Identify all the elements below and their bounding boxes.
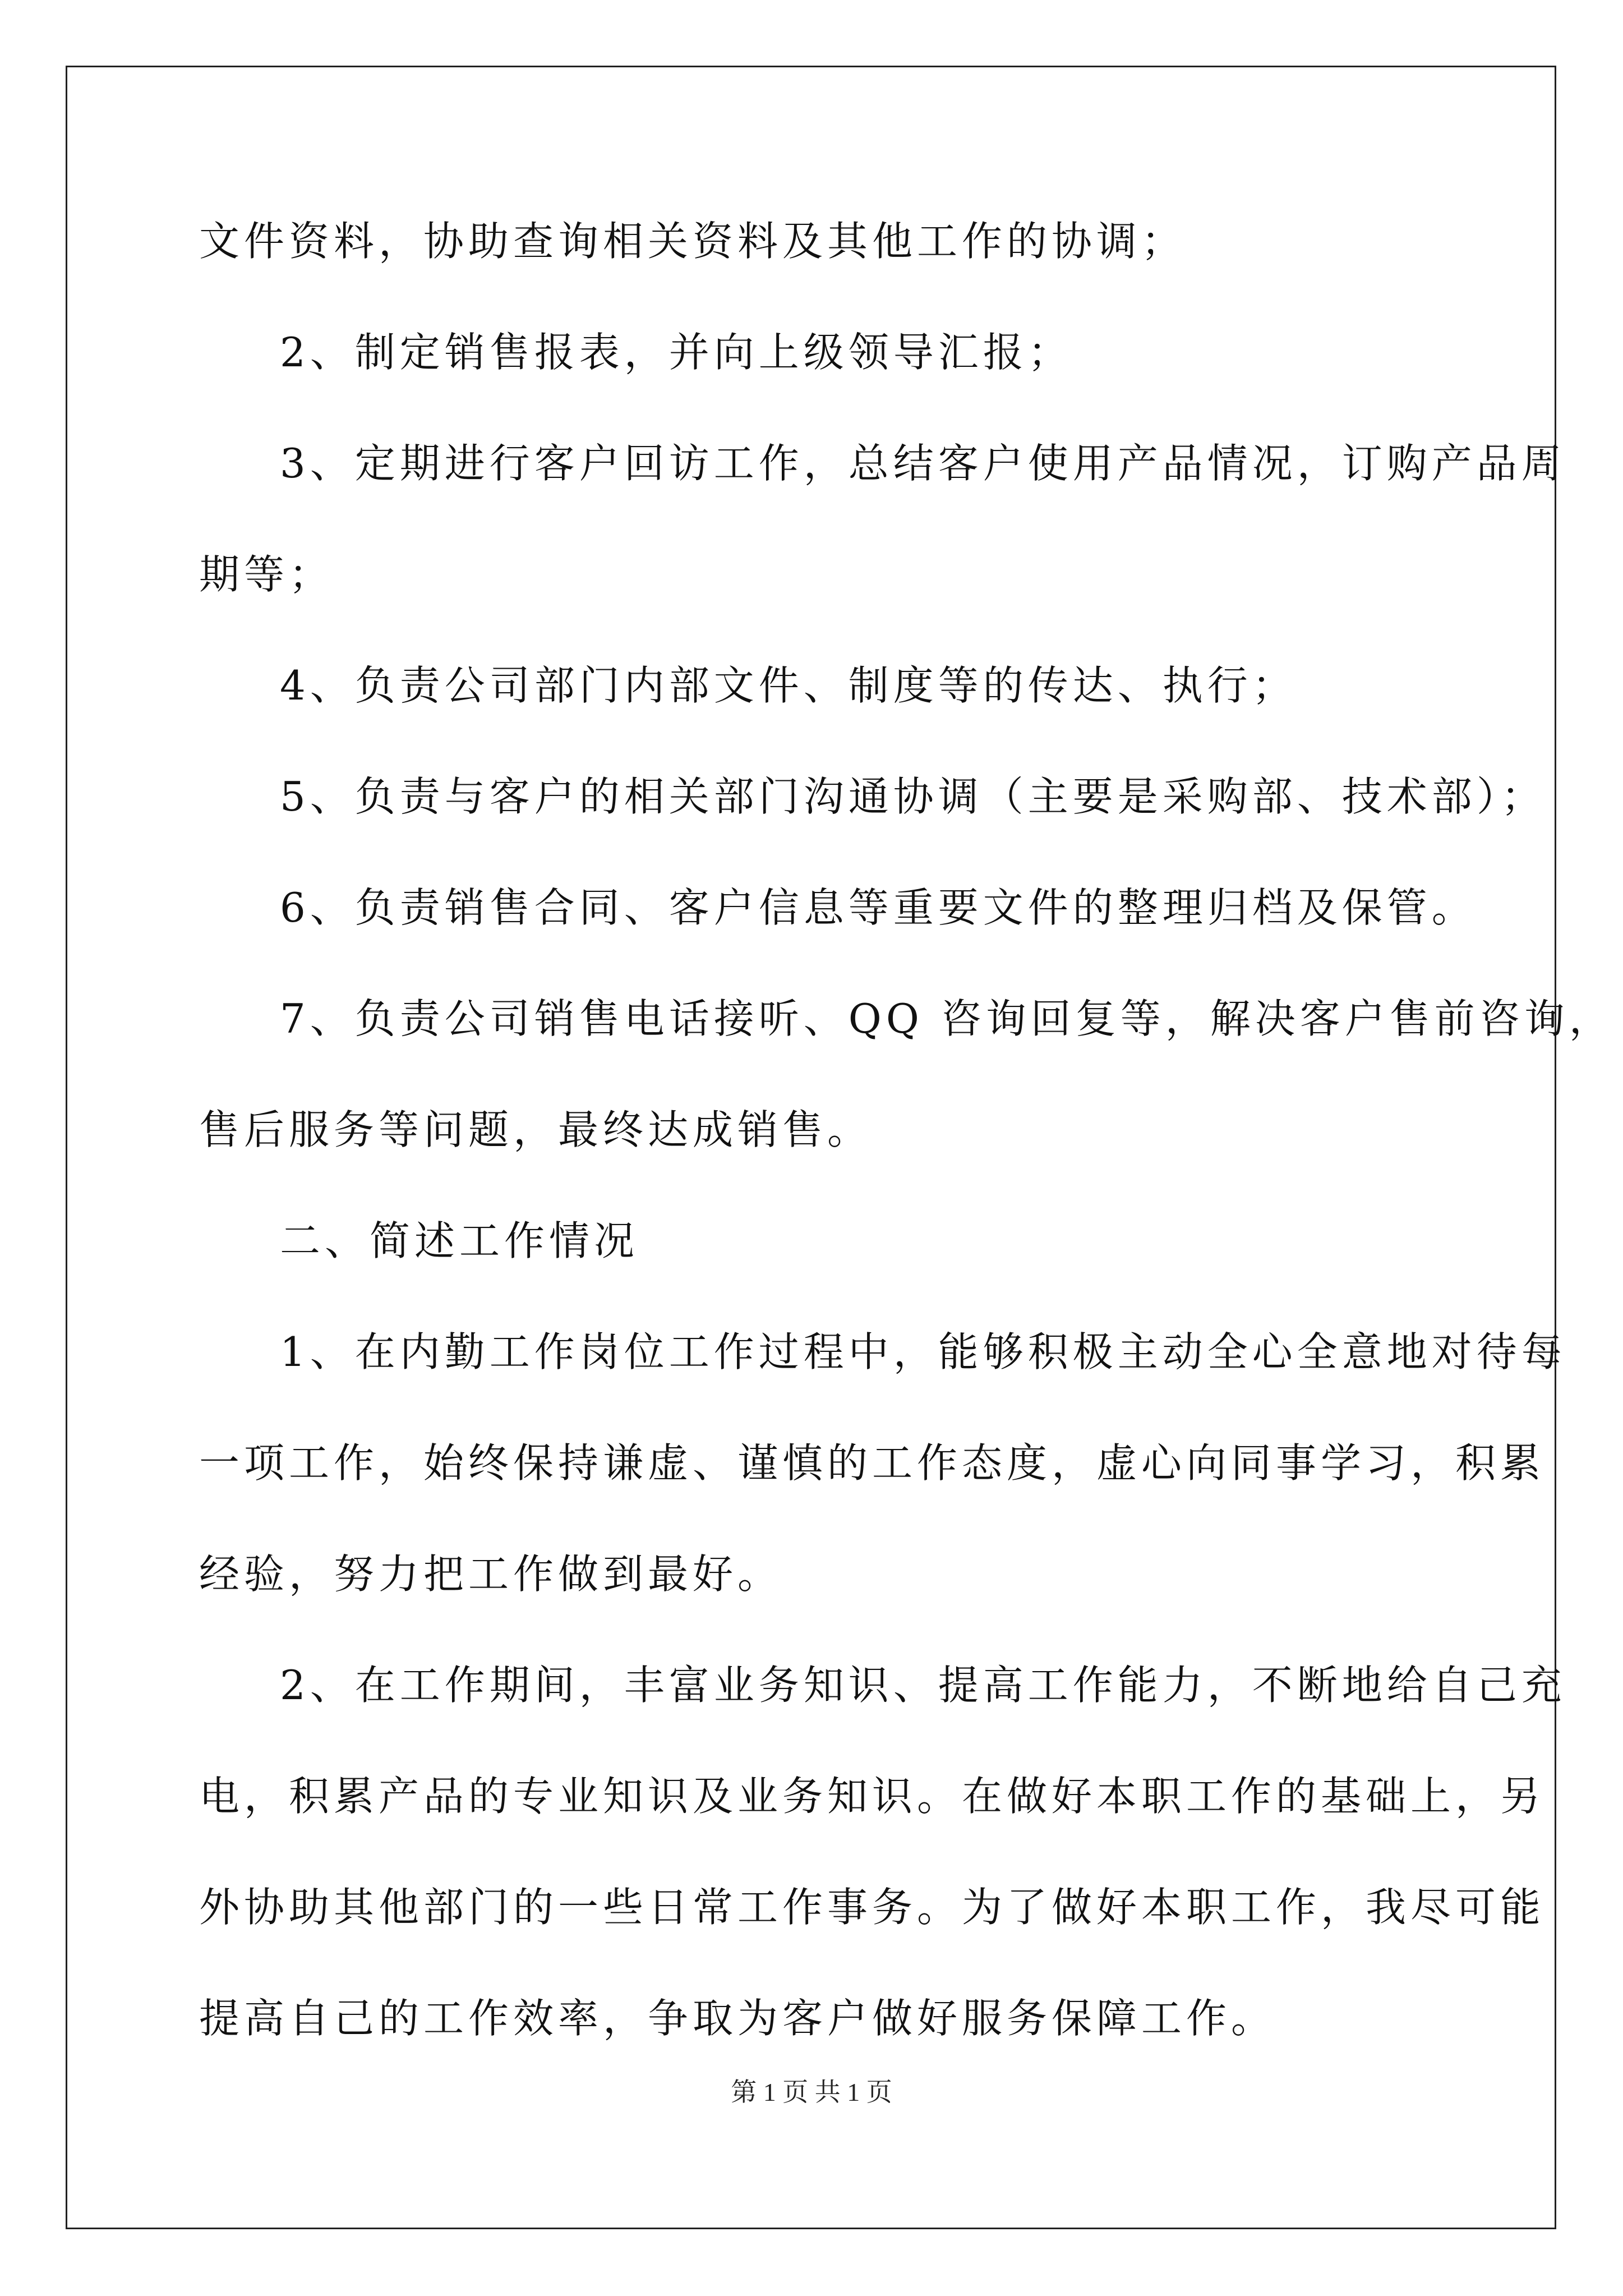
text-line: 4、负责公司部门内部文件、制度等的传达、执行； bbox=[280, 662, 1297, 709]
text-line: 外协助其他部门的一些日常工作事务。为了做好本职工作，我尽可能 bbox=[199, 1884, 1546, 1931]
text-line: 一项工作，始终保持谦虚、谨慎的工作态度，虚心向同事学习，积累 bbox=[199, 1439, 1546, 1487]
text-line: 1、在内勤工作岗位工作过程中，能够积极主动全心全意地对待每 bbox=[280, 1328, 1566, 1375]
text-line: 5、负责与客户的相关部门沟通协调（主要是采购部、技术部）； bbox=[280, 773, 1546, 820]
text-line: 电，积累产品的专业知识及业务知识。在做好本职工作的基础上，另 bbox=[199, 1773, 1546, 1820]
text-line: 期等； bbox=[199, 551, 334, 598]
text-line: 6、负责销售合同、客户信息等重要文件的整理归档及保管。 bbox=[280, 884, 1477, 931]
text-line: 2、制定销售报表，并向上级领导汇报； bbox=[280, 329, 1073, 376]
document-body bbox=[199, 213, 1614, 2101]
section-heading: 二、简述工作情况 bbox=[280, 1217, 639, 1264]
text-line: 售后服务等问题，最终达成销售。 bbox=[199, 1106, 873, 1153]
text-line: 提高自己的工作效率，争取为客户做好服务保障工作。 bbox=[199, 1995, 1276, 2042]
text-line: 3、定期进行客户回访工作，总结客户使用产品情况，订购产品周 bbox=[280, 440, 1566, 487]
text-line: 经验，努力把工作做到最好。 bbox=[199, 1550, 783, 1598]
text-line: 7、负责公司销售电话接听、QQ 咨询回复等，解决客户售前咨询， bbox=[280, 995, 1614, 1042]
page-footer: 第 1 页 共 1 页 bbox=[731, 2078, 892, 2106]
text-line: 2、在工作期间，丰富业务知识、提高工作能力，不断地给自己充 bbox=[280, 1662, 1566, 1709]
text-line: 文件资料，协助查询相关资料及其他工作的协调； bbox=[199, 218, 1187, 265]
